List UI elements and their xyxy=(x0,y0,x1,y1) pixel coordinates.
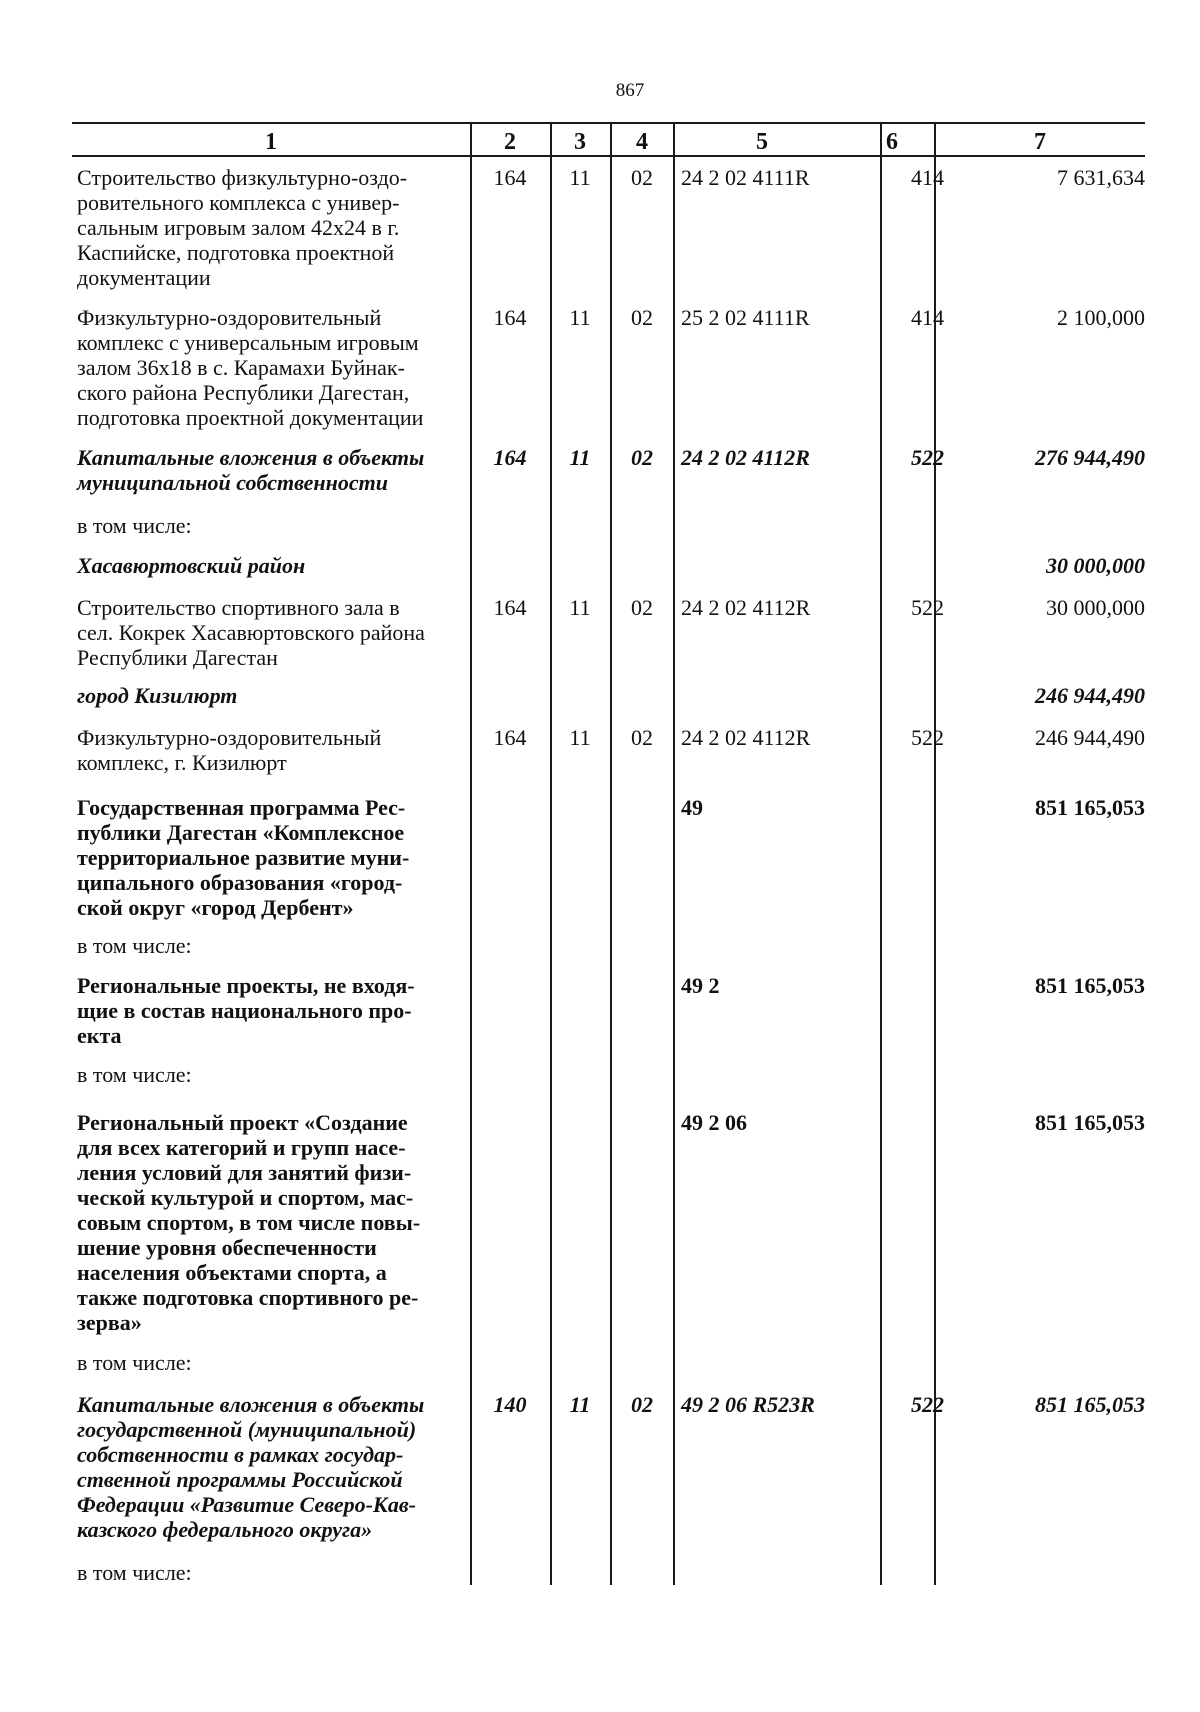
cell-col-3: 11 xyxy=(569,445,591,470)
cell-col-7: 246 944,490 xyxy=(1035,725,1145,750)
cell-col-2: 164 xyxy=(493,305,527,330)
row-label: Капитальные вложения в объекты муниципальной собственности xyxy=(77,445,425,495)
cell-col-2: 164 xyxy=(493,445,527,470)
cell-col-7: 276 944,490 xyxy=(1035,445,1145,470)
cell-col-2: 164 xyxy=(493,595,527,620)
cell-col-3: 11 xyxy=(569,1392,591,1417)
cell-col-5: 49 2 06 R523R xyxy=(681,1392,815,1417)
cell-col-6: 522 xyxy=(911,725,944,750)
cell-col-2: 164 xyxy=(493,165,527,190)
cell-col-5: 24 2 02 4112R xyxy=(681,445,810,470)
cell-col-5: 49 2 xyxy=(681,973,720,998)
cell-col-4: 02 xyxy=(631,595,653,620)
column-header-6: 6 xyxy=(886,129,898,155)
row-label: Капитальные вложения в объекты государственной (муниципальной) собственности в рамках государ- ственной программы Российской Федерации «Развитие Северо-Кав- казского федерального округа» xyxy=(77,1392,425,1542)
cell-col-2: 164 xyxy=(493,725,527,750)
cell-col-7: 30 000,000 xyxy=(1046,553,1145,578)
column-header-5: 5 xyxy=(756,129,768,155)
row-label: в том числе: xyxy=(77,933,192,958)
cell-col-7: 7 631,634 xyxy=(1057,165,1145,190)
cell-col-3: 11 xyxy=(569,305,591,330)
cell-col-4: 02 xyxy=(631,305,653,330)
column-header-3: 3 xyxy=(574,129,586,155)
cell-col-5: 25 2 02 4111R xyxy=(681,305,810,330)
column-header-7: 7 xyxy=(1034,129,1046,155)
cell-col-7: 246 944,490 xyxy=(1035,683,1145,708)
cell-col-3: 11 xyxy=(569,725,591,750)
cell-col-6: 522 xyxy=(911,1392,944,1417)
row-label: Физкультурно-оздоровительный комплекс, г. Кизилюрт xyxy=(77,725,382,775)
cell-col-6: 522 xyxy=(911,595,944,620)
cell-col-5: 49 xyxy=(681,795,703,820)
row-label: Физкультурно-оздоровительный комплекс с универсальным игровым залом 36х18 в с. Карамахи Буйнак- ского района Республики Дагестан, подготовка проектной документации xyxy=(77,305,424,430)
cell-col-3: 11 xyxy=(569,595,591,620)
row-label: в том числе: xyxy=(77,513,192,538)
row-label: Региональные проекты, не входя- щие в состав национального про- екта xyxy=(77,973,415,1048)
row-label: в том числе: xyxy=(77,1062,192,1087)
cell-col-4: 02 xyxy=(631,445,653,470)
row-label: Строительство спортивного зала в сел. Кокрек Хасавюртовского района Республики Дагестан xyxy=(77,595,425,670)
cell-col-5: 24 2 02 4111R xyxy=(681,165,810,190)
cell-col-6: 414 xyxy=(911,165,944,190)
row-label: Региональный проект «Создание для всех категорий и групп насе- ления условий для занятий физи- ческой культурой и спортом, мас- совым спортом, в том числе повы- шение уровня обеспеченности населения объектами спорта, а также подготовка спортивного ре- зерва» xyxy=(77,1110,421,1335)
row-label: город Кизилюрт xyxy=(77,683,238,708)
column-header-1: 1 xyxy=(265,129,277,155)
cell-col-5: 49 2 06 xyxy=(681,1110,747,1135)
cell-col-7: 2 100,000 xyxy=(1057,305,1145,330)
cell-col-7: 851 165,053 xyxy=(1035,973,1145,998)
page-number: 867 xyxy=(615,80,645,101)
cell-col-5: 24 2 02 4112R xyxy=(681,725,811,750)
cell-col-4: 02 xyxy=(631,725,653,750)
cell-col-7: 851 165,053 xyxy=(1035,1392,1145,1417)
cell-col-6: 414 xyxy=(911,305,944,330)
cell-col-6: 522 xyxy=(911,445,944,470)
row-label: в том числе: xyxy=(77,1560,192,1585)
column-header-4: 4 xyxy=(636,129,648,155)
cell-col-2: 140 xyxy=(493,1392,527,1417)
cell-col-5: 24 2 02 4112R xyxy=(681,595,811,620)
column-header-2: 2 xyxy=(504,129,516,155)
cell-col-4: 02 xyxy=(631,165,653,190)
cell-col-7: 30 000,000 xyxy=(1046,595,1145,620)
row-label: Строительство физкультурно-оздо- ровительного комплекса с универ- сальным игровым залом 42х24 в г. Каспийске, подготовка проектной документации xyxy=(77,165,408,290)
row-label: в том числе: xyxy=(77,1350,192,1375)
cell-col-7: 851 165,053 xyxy=(1035,1110,1145,1135)
row-label: Хасавюртовский район xyxy=(77,553,306,578)
row-label: Государственная программа Рес- публики Дагестан «Комплексное территориальное развитие муни- ципального образования «город- ской округ «город Дербент» xyxy=(77,795,410,920)
cell-col-7: 851 165,053 xyxy=(1035,795,1145,820)
cell-col-3: 11 xyxy=(569,165,591,190)
cell-col-4: 02 xyxy=(631,1392,653,1417)
